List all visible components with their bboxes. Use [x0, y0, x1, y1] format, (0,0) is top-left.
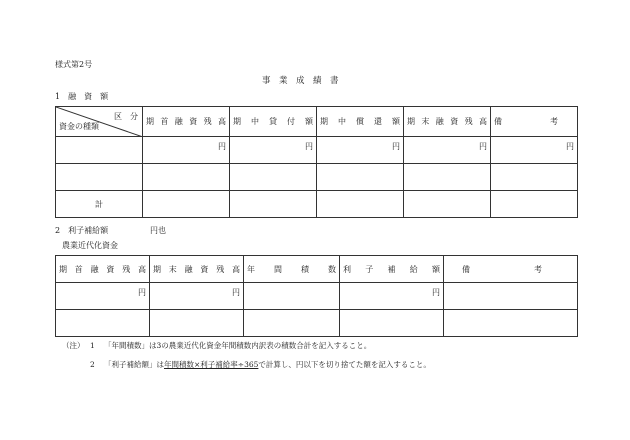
col-opening-balance: 期首融資残高: [56, 256, 150, 283]
closing-balance-cell[interactable]: [404, 164, 491, 191]
note-2-suffix: で計算し、円以下を切り捨てた額を記入すること。: [258, 360, 431, 369]
closing-balance-cell[interactable]: 円: [404, 137, 491, 164]
total-label: 計: [56, 191, 143, 218]
note-2-prefix: 「利子補給額」は: [104, 360, 164, 369]
total-repayment-cell[interactable]: [317, 191, 404, 218]
interest-subsidy-table: [55, 255, 578, 337]
section2-heading: 2 利子補給額: [55, 226, 109, 235]
document-title: 事 業 成 績 書: [262, 76, 339, 86]
form-number: 様式第2号: [55, 60, 93, 69]
opening-balance-cell[interactable]: [56, 310, 150, 337]
category-diagonal-cell: [56, 107, 143, 137]
col-period-lending: 期中貸付額: [230, 107, 317, 137]
col-annual-product: 年間積数: [244, 256, 340, 283]
section1-heading: 1 融 資 額: [55, 92, 109, 101]
lending-cell[interactable]: 円: [230, 137, 317, 164]
loan-amount-table: [55, 106, 578, 218]
note-1-text: 「年間積数」は3の農業近代化資金年間積数内訳表の積数合計を記入すること。: [104, 341, 372, 350]
note-2-formula: 年間積数×利子補給率÷365: [164, 360, 259, 369]
fund-type-label: 資金の種類: [59, 122, 99, 131]
note-2-text: [104, 360, 431, 370]
col-period-repayment: 期中償還額: [317, 107, 404, 137]
notes-label: （注）: [62, 341, 85, 350]
closing-balance-cell[interactable]: [150, 310, 244, 337]
lending-cell[interactable]: [230, 164, 317, 191]
annual-product-cell[interactable]: [244, 283, 340, 310]
opening-balance-cell[interactable]: 円: [56, 283, 150, 310]
total-closing-cell[interactable]: [404, 191, 491, 218]
remarks-cell[interactable]: [491, 164, 578, 191]
interest-yen-suffix: 円也: [150, 226, 166, 235]
total-opening-cell[interactable]: [143, 191, 230, 218]
col-remarks: 備 考: [491, 107, 578, 137]
col-interest-subsidy: 利子補給額: [340, 256, 444, 283]
col-closing-balance: 期末融資残高: [404, 107, 491, 137]
remarks-cell[interactable]: [444, 310, 578, 337]
opening-balance-cell[interactable]: 円: [143, 137, 230, 164]
fund-type-cell[interactable]: [56, 164, 143, 191]
col-opening-balance: 期首融資残高: [143, 107, 230, 137]
total-remarks-cell[interactable]: [491, 191, 578, 218]
interest-subsidy-cell[interactable]: 円: [340, 283, 444, 310]
repayment-cell[interactable]: [317, 164, 404, 191]
note-2-number: 2: [90, 360, 95, 369]
col-remarks: 備 考: [444, 256, 578, 283]
total-lending-cell[interactable]: [230, 191, 317, 218]
closing-balance-cell[interactable]: 円: [150, 283, 244, 310]
repayment-cell[interactable]: 円: [317, 137, 404, 164]
fund-type-cell[interactable]: [56, 137, 143, 164]
remarks-cell[interactable]: 円: [491, 137, 578, 164]
section2-subheading: 農業近代化資金: [62, 241, 118, 250]
note-1-number: 1: [90, 341, 95, 350]
category-label: 区 分: [114, 112, 138, 121]
annual-product-cell[interactable]: [244, 310, 340, 337]
opening-balance-cell[interactable]: [143, 164, 230, 191]
col-closing-balance: 期末融資残高: [150, 256, 244, 283]
remarks-cell[interactable]: [444, 283, 578, 310]
interest-subsidy-cell[interactable]: [340, 310, 444, 337]
